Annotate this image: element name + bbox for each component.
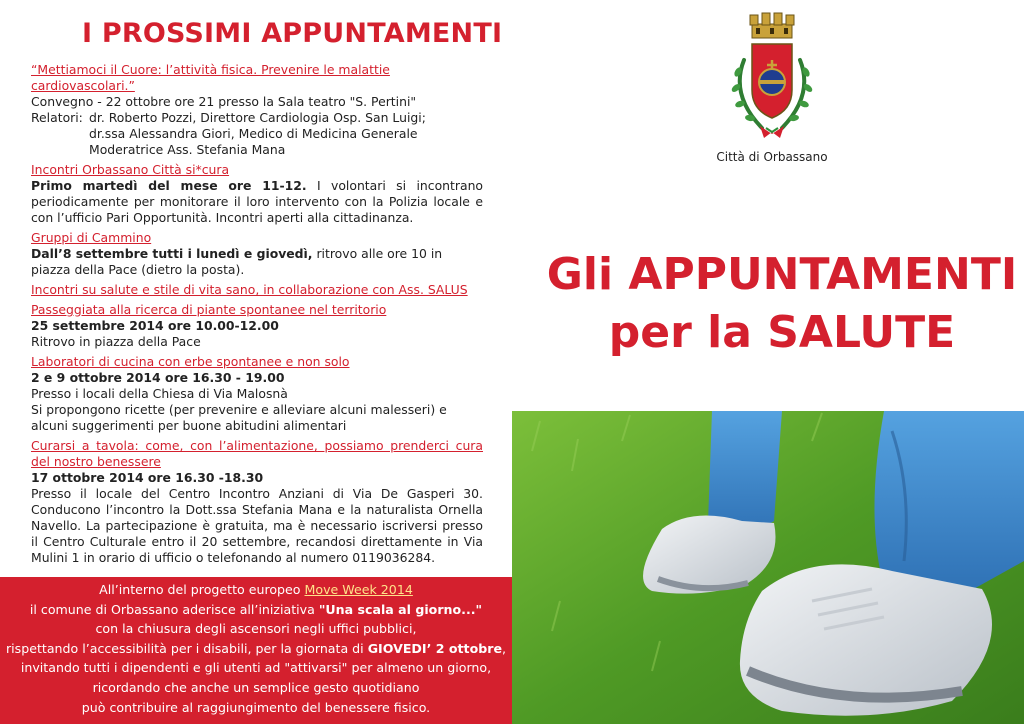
page-heading: I PROSSIMI APPUNTAMENTI	[82, 18, 503, 49]
event-item	[31, 282, 483, 298]
event-title[interactable]: Laboratori di cucina con erbe spontanee e non solo	[31, 354, 350, 369]
photo-legs-on-grass	[512, 411, 1024, 724]
banner-text: il comune di Orbassano aderisce all’iniziativa	[29, 601, 319, 617]
cover-title	[542, 246, 1022, 362]
relatori-list	[89, 110, 426, 158]
event-description	[31, 246, 483, 278]
event-date: Primo martedì del mese ore 11-12.	[31, 178, 307, 193]
event-date: 2 e 9 ottobre 2014 ore 16.30 - 19.00	[31, 370, 285, 385]
event-title[interactable]: Curarsi a tavola: come, con l’alimentazione, possiamo prenderci cura del nostro benessere	[31, 438, 483, 469]
event-text: Presso il locale del Centro Incontro Anziani di Via De Gasperi 30. Conducono l’incontro la Dott.ssa Stefania Mana e la naturalista Ornella Navello. La partecipazione è gratuita, ma è necessario iscriversi presso il Centro Culturale entro il 20 settembre, recandosi direttamente in Via Mulini 1 in orario di ufficio o telefonando al numero 0119036284.	[31, 486, 483, 565]
event-title[interactable]: “Mettiamoci il Cuore: l’attività fisica. Prevenire le malattie cardiovascolari.”	[31, 62, 390, 93]
banner-text: rispettando l’accessibilità per i disabili, per la giornata di	[5, 640, 368, 656]
banner-line: con la chiusura degli ascensori negli uffici pubblici,	[95, 621, 417, 637]
event-item	[31, 62, 483, 158]
move-week-link[interactable]: Move Week 2014	[304, 582, 413, 597]
event-day: GIOVEDI’ 2 ottobre	[367, 640, 502, 656]
event-item	[31, 302, 483, 350]
event-item	[31, 230, 483, 278]
event-date: 25 settembre 2014 ore 10.00-12.00	[31, 318, 279, 333]
relatore: Moderatrice Ass. Stefania Mana	[89, 142, 286, 157]
event-text: Si propongono ricette (per prevenire e alleviare alcuni malesseri) e alcuni suggerimenti per buone abitudini alimentari	[31, 402, 447, 433]
banner-line: può contribuire al raggiungimento del benessere fisico.	[81, 699, 431, 715]
banner-line	[0, 639, 512, 659]
event-title[interactable]: Passeggiata alla ricerca di piante spontanee nel territorio	[31, 302, 387, 317]
event-description	[31, 178, 483, 226]
event-date: Dall’8 settembre tutti i lunedì e giovedì,	[31, 246, 313, 261]
move-week-banner	[0, 577, 512, 724]
event-line: Convegno - 22 ottobre ore 21 presso la Sala teatro "S. Pertini"	[31, 94, 417, 109]
events-list	[31, 62, 483, 570]
relatore: dr. Roberto Pozzi, Direttore Cardiologia Osp. San Luigi;	[89, 110, 426, 125]
event-text: I volontari si incontrano periodicamente per monitorare il loro intervento con la Polizia locale e con l’ufficio Pari Opportunità. Incontri aperti alla cittadinanza.	[31, 178, 483, 225]
event-title[interactable]: Incontri Orbassano Città si*cura	[31, 162, 230, 177]
banner-line: invitando tutti i dipendenti e gli utenti ad "attivarsi" per almeno un giorno,	[20, 660, 492, 676]
event-item	[31, 438, 483, 566]
banner-line: ricordando che anche un semplice gesto quotidiano	[92, 679, 420, 695]
event-text: ritrovo alle ore 10 in piazza della Pace (dietro la posta).	[31, 246, 443, 277]
cover-title-line: Gli APPUNTAMENTI	[546, 249, 1018, 300]
crown-icon	[750, 13, 794, 38]
banner-text: ,	[502, 640, 507, 656]
relatore: dr.ssa Alessandra Giori, Medico di Medicina Generale	[89, 126, 418, 141]
event-title[interactable]: Gruppi di Cammino	[31, 230, 152, 245]
relatori-label: Relatori:	[31, 110, 83, 125]
event-date: 17 ottobre 2014 ore 16.30 -18.30	[31, 470, 264, 485]
relatori-row	[31, 110, 483, 158]
event-item	[31, 162, 483, 226]
initiative-name: "Una scala al giorno..."	[318, 601, 483, 617]
banner-line	[0, 600, 512, 620]
banner-line	[0, 580, 512, 600]
event-item	[31, 354, 483, 434]
banner-text: All’interno del progetto europeo	[99, 582, 305, 597]
event-title[interactable]: Incontri su salute e stile di vita sano, in collaborazione con Ass. SALUS	[31, 282, 468, 297]
event-text: Ritrovo in piazza della Pace	[31, 334, 201, 349]
town-name: Città di Orbassano	[716, 150, 828, 164]
event-text: Presso i locali della Chiesa di Via Malosnà	[31, 386, 288, 401]
cover-title-line: per la SALUTE	[608, 307, 956, 358]
right-panel	[512, 0, 1024, 724]
crest-icon	[722, 10, 822, 145]
